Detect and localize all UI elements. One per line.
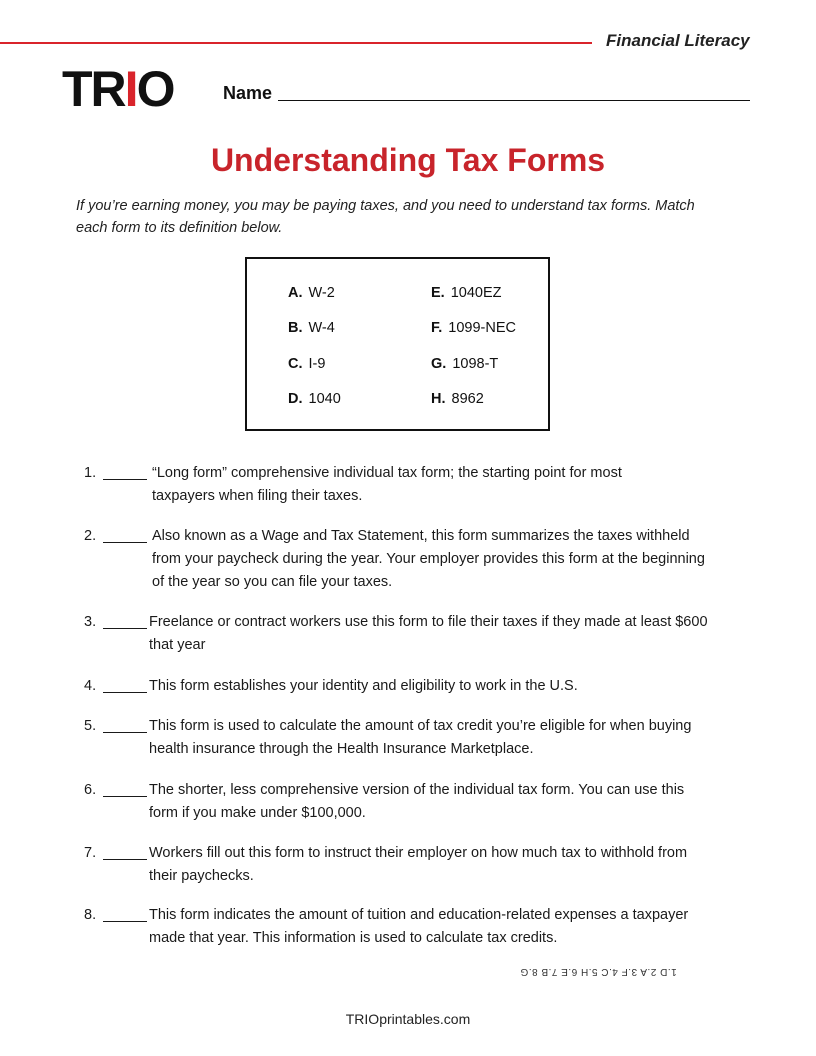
question-4: 4. This form establishes your identity and eligibility to work in the U.S. <box>84 675 724 699</box>
footer-website[interactable]: TRIOprintables.com <box>345 1011 471 1027</box>
option-b: B. W-4 <box>288 320 335 336</box>
logo-text-start: TR <box>62 61 125 117</box>
question-text-8: This form indicates the amount of tuition and education-related expenses a taxpayer made that year. This information is used to calculate tax credits. <box>149 907 689 946</box>
option-d: D. 1040 <box>288 391 341 407</box>
answer-key-upside-down: 1.D 2.A 3.F 4.C 5.H 6.E 7.B 8.G <box>520 966 677 977</box>
question-text-4: This form establishes your identity and eligibility to work in the U.S. <box>149 678 578 694</box>
forms-box <box>245 257 550 431</box>
answer-blank-6[interactable] <box>103 796 147 797</box>
question-text-5: This form is used to calculate the amount of tax credit you’re eligible for when buying health insurance through the Health Insurance Marketplace. <box>149 718 692 757</box>
logo-text-accent: I <box>124 61 137 117</box>
question-8: 8. This form indicates the amount of tuition and education-related expenses a taxpayer made that year. This information is used to calculate tax credits. <box>84 904 724 952</box>
trio-logo <box>62 61 174 117</box>
option-g: G. 1098-T <box>431 356 499 372</box>
answer-blank-7[interactable] <box>103 859 147 860</box>
question-2: 2. Also known as a Wage and Tax Statement, this form summarizes the taxes withheld from your paycheck during the year. Your employer provides this form at the beginning of the year so you can file your taxes. <box>84 525 724 595</box>
question-text-7: Workers fill out this form to instruct their employer on how much tax to withhold from their paychecks. <box>149 845 688 884</box>
question-text-1: “Long form” comprehensive individual tax form; the starting point for most taxpayers when filing their taxes. <box>152 465 622 504</box>
answer-blank-8[interactable] <box>103 921 147 922</box>
question-5: 5. This form is used to calculate the amount of tax credit you’re eligible for when buying health insurance through the Health Insurance Marketplace. <box>84 715 724 763</box>
option-f: F. 1099-NEC <box>431 320 516 336</box>
page-title: Understanding Tax Forms <box>210 142 606 178</box>
question-text-3: Freelance or contract workers use this form to file their taxes if they made at least $600 that year <box>149 614 708 653</box>
intro-text: If you’re earning money, you may be paying taxes, and you need to understand tax forms. Match each form to its definition below. <box>76 198 695 236</box>
question-text-2: Also known as a Wage and Tax Statement, this form summarizes the taxes withheld from your paycheck during the year. Your employer provides this form at the beginning of the year so you can file your taxes. <box>152 528 705 590</box>
option-e: E. 1040EZ <box>431 285 502 301</box>
header-rule <box>0 42 592 44</box>
question-text-6: The shorter, less comprehensive version of the individual tax form. You can use this form if you make under $100,000. <box>149 782 685 821</box>
question-1: 1. “Long form” comprehensive individual tax form; the starting point for most taxpayers when filing their taxes. <box>84 462 724 510</box>
answer-blank-4[interactable] <box>103 692 147 693</box>
name-field-line[interactable] <box>278 100 750 101</box>
category-label: Financial Literacy <box>606 31 750 50</box>
answer-blank-5[interactable] <box>103 732 147 733</box>
logo-text-end: O <box>136 61 174 117</box>
question-3: 3. Freelance or contract workers use this form to file their taxes if they made at least $600 that year <box>84 611 724 659</box>
name-label: Name <box>223 83 273 103</box>
question-7: 7. Workers fill out this form to instruct their employer on how much tax to withhold from their paychecks. <box>84 842 724 890</box>
answer-blank-3[interactable] <box>103 628 147 629</box>
question-6: 6. The shorter, less comprehensive version of the individual tax form. You can use this form if you make under $100,000. <box>84 779 724 827</box>
answer-blank-2[interactable] <box>103 542 147 543</box>
option-c: C. I-9 <box>288 356 326 372</box>
option-a: A. W-2 <box>288 285 335 301</box>
option-h: H. 8962 <box>431 391 484 407</box>
answer-blank-1[interactable] <box>103 479 147 480</box>
